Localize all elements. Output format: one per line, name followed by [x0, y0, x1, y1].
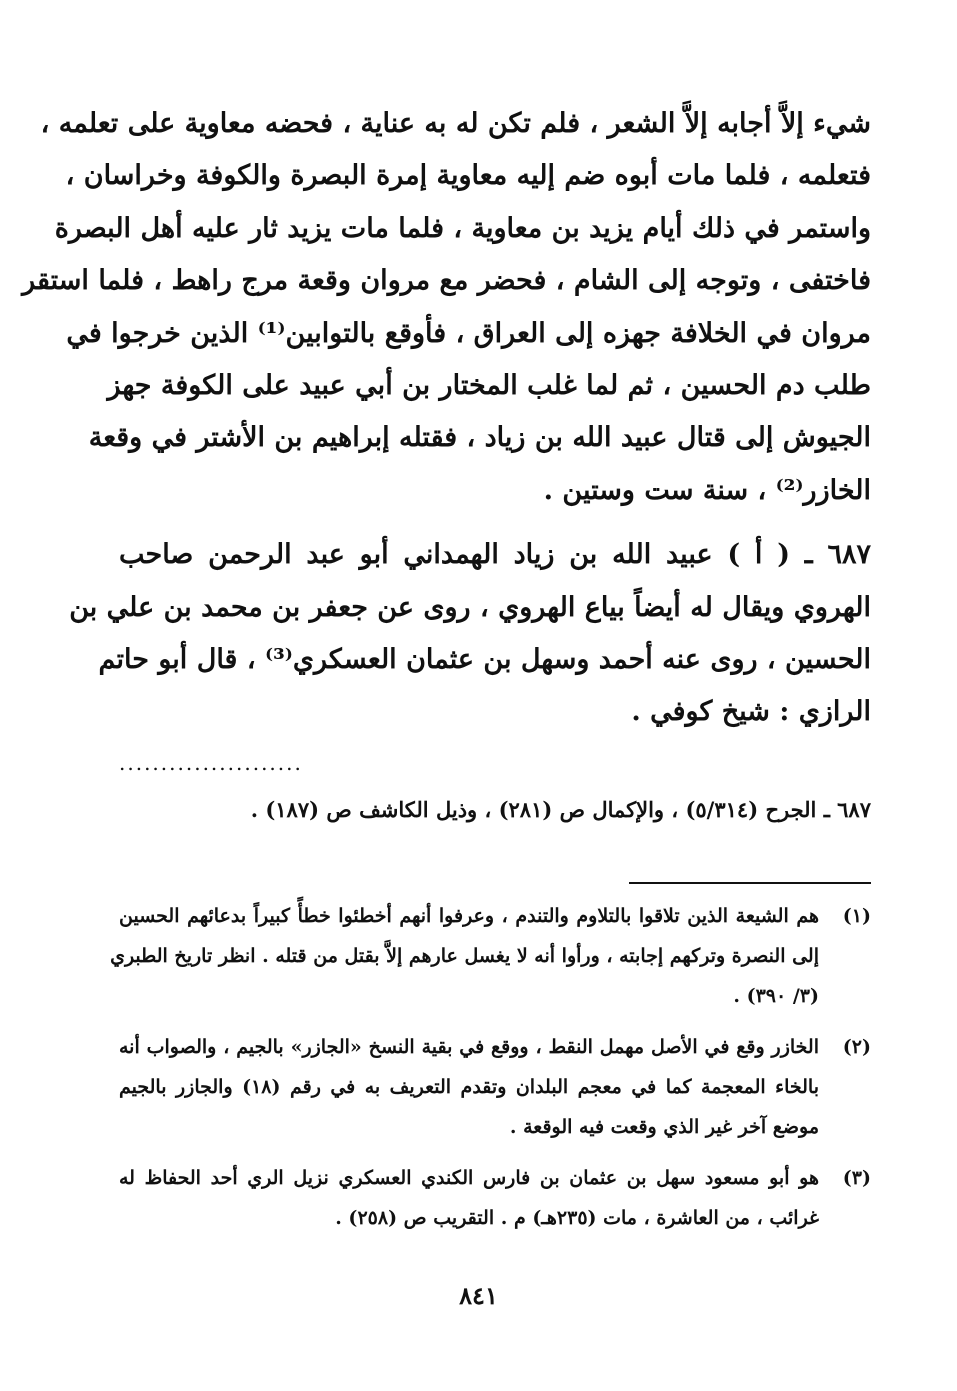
reference-line: ٦٨٧ ـ الجرح (٥/٣١٤) ، والإكمال ص (٢٨١) ، وذيل الكاشف ص (١٨٧) .	[250, 797, 871, 822]
footnote-line: الخازر وقع في الأصل مهمل النقط ، ووقع في بقية النسخ «الجازر» بالجيم ، والصواب أنه	[119, 1036, 819, 1058]
footnote-line: بالخاء المعجمة كما في معجم البلدان وتقدم التعريف به في رقم (١٨) والجازر بالجيم	[119, 1076, 819, 1098]
footnote-2	[119, 1027, 871, 1147]
footnote-line: إلى النصرة وتركهم إجابته ، ورأوا أنه لا يغسل عارهم إلاَّ بقتل من قتله . انظر تاريخ الطبري	[110, 945, 819, 967]
entry-line: ٦٨٧ ـ ( أ ) عبيد الله بن زياد الهمداني أبو عبد الرحمن صاحب	[119, 539, 871, 571]
footnote-line: (٣/ ٣٩٠) .	[733, 985, 819, 1007]
text-line: مروان في الخلافة جهزه إلى العراق ، فأوقع بالتوابين⁽¹⁾ الذين خرجوا في	[66, 317, 871, 349]
text-line: فتعلمه ، فلما مات أبوه ضم إليه معاوية إمرة البصرة والكوفة وخراسان ،	[65, 160, 871, 192]
entry-line: الهروي ويقال له أيضاً بياع الهروي ، روى عن جعفر بن محمد بن علي بن	[69, 591, 871, 623]
text-line: واستمر في ذلك أيام يزيد بن معاوية ، فلما مات يزيد ثار عليه أهل البصرة	[54, 212, 871, 244]
footnote-1	[110, 896, 871, 1016]
footnote-body	[110, 896, 819, 1016]
text-line: الجيوش إلى قتال عبيد الله بن زياد ، فقتله إبراهيم بن الأشتر في وقعة	[88, 422, 871, 454]
dotted-separator: ......................	[119, 751, 303, 775]
footnote-number: (١)	[842, 905, 871, 927]
footnote-number: (٢)	[842, 1036, 871, 1058]
footnote-rule	[629, 882, 871, 884]
footnote-line: غرائب ، من العاشرة ، مات (٢٣٥هـ) م . التقريب ص (٢٥٨) .	[335, 1207, 819, 1229]
footnote-line: موضع آخر غير الذي وقعت فيه الوقعة .	[509, 1116, 819, 1138]
footnote-line: هو أبو مسعود سهل بن عثمان بن فارس الكندي العسكري نزيل الري أحد الحفاظ له	[119, 1167, 819, 1189]
footnote-3	[119, 1158, 871, 1238]
text-line: الخازر⁽²⁾ ، سنة ست وستين .	[543, 474, 871, 506]
footnote-body	[119, 1158, 819, 1238]
footnote-number: (٣)	[842, 1167, 871, 1189]
text-line: شيء إلاَّ أجابه إلاَّ الشعر ، فلم تكن له به عناية ، فحضه معاوية على تعلمه ،	[40, 108, 871, 139]
entry-line: الحسين ، روى عنه أحمد وسهل بن عثمان العسكري⁽³⁾ ، قال أبو حاتم	[98, 643, 871, 675]
main-text-block	[22, 98, 871, 739]
page-number: ٨٤١	[459, 1281, 498, 1310]
entry-line: الرازي : شيخ كوفي .	[631, 696, 871, 728]
footnote-body	[119, 1027, 819, 1147]
footnote-line: هم الشيعة الذين تلاقوا بالتلاوم والتندم ، وعرفوا أنهم أخطئوا خطأً كبيراً بدعائهم الحسين	[119, 905, 819, 927]
text-line: طلب دم الحسين ، ثم لما غلب المختار بن أبي عبيد على الكوفة جهز	[107, 369, 871, 401]
footnotes	[110, 896, 871, 1249]
paragraph-gap	[119, 517, 871, 529]
text-line: فاختفى ، وتوجه إلى الشام ، فحضر مع مروان وقعة مرج راهط ، فلما استقر	[22, 265, 871, 297]
